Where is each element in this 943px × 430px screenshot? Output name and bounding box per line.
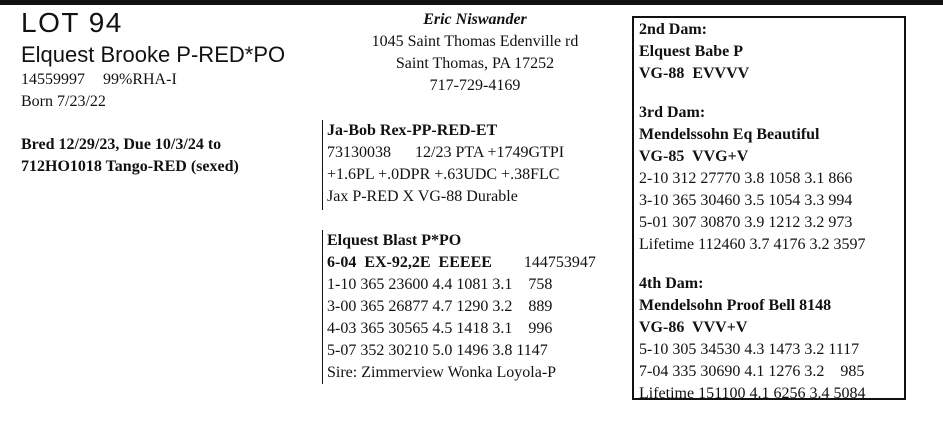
dam-record: 5-07 352 30210 5.0 1496 3.8 1147 [327,342,548,359]
third-dam [639,102,904,256]
third-dam-record: 2-10 312 27770 3.8 1058 3.1 866 [639,170,853,187]
lot-title: LOT 94 [21,7,123,38]
registration-number: 14559997 [21,71,85,88]
breeding-info [21,134,239,178]
sire-name: Ja-Bob Rex-PP-RED-ET [327,122,498,139]
breed-percentage: 99%RHA-I [103,71,177,88]
fourth-dam [639,273,904,405]
sire-block [322,120,564,210]
fourth-dam-record: 5-10 305 34530 4.3 1473 3.2 1117 [639,341,860,358]
dam-record: 3-00 365 26877 4.7 1290 3.2 889 [327,298,553,315]
cow-registration [21,70,177,90]
second-dam-name: Elquest Babe P [639,43,744,60]
fourth-dam-heading: 4th Dam: [639,275,704,292]
cow-name: Elquest Brooke P-RED*PO [21,42,286,67]
sire-line-1: 73130038 12/23 PTA +1749GTPI [327,144,565,161]
consignor-address-1: 1045 Saint Thomas Edenville rd [371,33,579,50]
breeding-line-1: Bred 12/29/23, Due 10/3/24 to [21,136,222,153]
sire-line-2: +1.6PL +.0DPR +.63UDC +.38FLC [327,166,560,183]
dam-block [322,230,596,384]
second-dam-classification: VG-88 EVVVV [639,65,750,82]
fourth-dam-name: Mendelsohn Proof Bell 8148 [639,297,832,314]
third-dam-record: 3-10 365 30460 3.5 1054 3.3 994 [639,192,853,209]
second-dam-heading: 2nd Dam: [639,21,708,38]
dam-sire-line: Sire: Zimmerview Wonka Loyola-P [327,364,557,381]
consignor-phone: 717-729-4169 [429,77,521,94]
dam-classification-row [327,252,596,274]
third-dam-heading: 3rd Dam: [639,104,706,121]
fourth-dam-record: 7-04 335 30690 4.1 1276 3.2 985 [639,363,865,380]
fourth-dam-lifetime: Lifetime 151100 4.1 6256 3.4 5084 [639,385,866,402]
top-border-bar [0,0,943,5]
third-dam-record: 5-01 307 30870 3.9 1212 3.2 973 [639,214,853,231]
dam-name: Elquest Blast P*PO [327,232,462,249]
breeding-line-2: 712HO1018 Tango-RED (sexed) [21,158,239,175]
sire-line-3: Jax P-RED X VG-88 Durable [327,188,518,205]
third-dam-lifetime: Lifetime 112460 3.7 4176 3.2 3597 [639,236,866,253]
third-dam-name: Mendelssohn Eq Beautiful [639,126,820,143]
dam-registration-number: 144753947 [523,254,596,271]
third-dam-classification: VG-85 VVG+V [639,148,749,165]
dam-record: 1-10 365 23600 4.4 1081 3.1 758 [327,276,553,293]
fourth-dam-classification: VG-86 VVV+V [639,319,748,336]
dam-classification: 6-04 EX-92,2E EEEEE [327,254,492,271]
second-dam [639,19,904,85]
pedigree-box [632,16,906,400]
birth-date: Born 7/23/22 [21,93,106,110]
dam-record: 4-03 365 30565 4.5 1418 3.1 996 [327,320,553,337]
consignor-info [340,9,610,97]
consignor-name: Eric Niswander [423,11,527,28]
consignor-address-2: Saint Thomas, PA 17252 [395,55,555,72]
